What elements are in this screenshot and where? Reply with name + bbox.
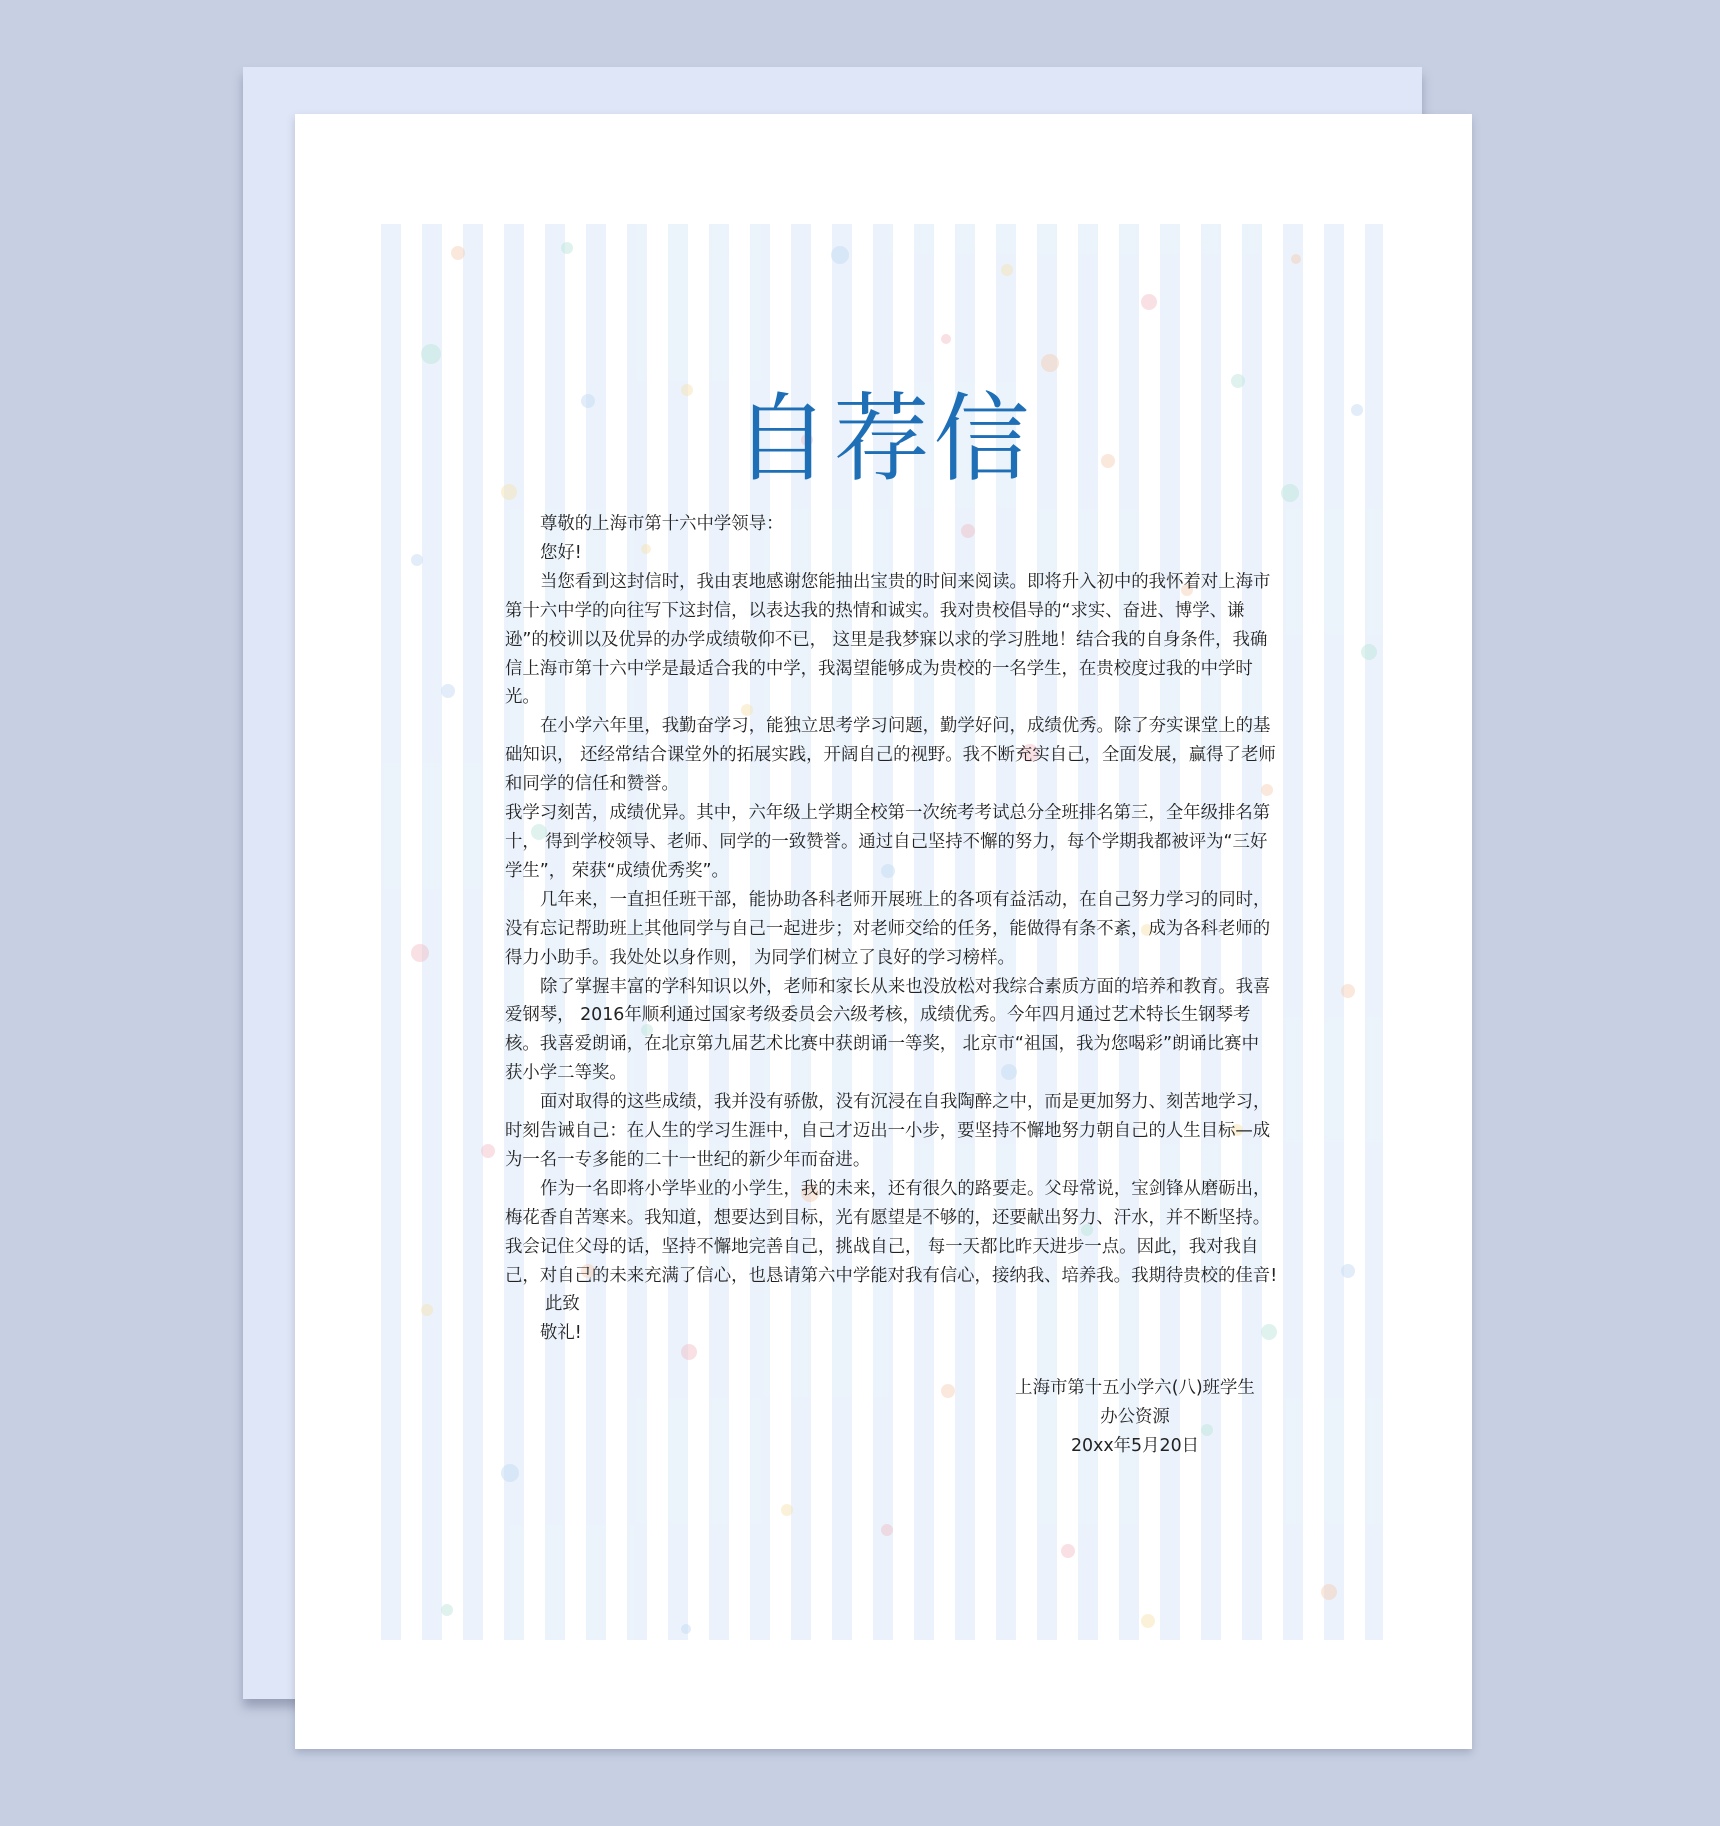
confetti-dot	[481, 1144, 495, 1158]
confetti-dot	[1141, 1614, 1155, 1628]
letter-line: 我会记住父母的话，坚持不懈地完善自己，挑战自己， 每一天都比昨天进步一点。因此，我对我自	[505, 1236, 1259, 1257]
letter-line: 信上海市第十六中学是最适合我的中学，我渴望能够成为贵校的一名学生，在贵校度过我的中学时	[505, 658, 1253, 679]
letter-line: 几年来，一直担任班干部，能协助各科老师开展班上的各项有益活动，在自己努力学习的同时，	[540, 889, 1271, 910]
letter-line: 我学习刻苦，成绩优异。其中，六年级上学期全校第一次统考考试总分全班排名第三，全年级排名第	[505, 803, 1271, 824]
letter-page	[295, 114, 1472, 1749]
signature-name: 上海市第十五小学六(八)班学生	[1015, 1378, 1255, 1398]
letter-line: 光。	[505, 687, 540, 708]
letter-line: 学生”， 荣获“成绩优秀奖”。	[505, 860, 729, 881]
confetti-dot	[451, 246, 465, 260]
letter-title: 自荐信	[733, 383, 1034, 495]
letter-line: 面对取得的这些成绩，我并没有骄傲，没有沉浸在自我陶醉之中，而是更加努力、刻苦地学习，	[540, 1092, 1271, 1113]
confetti-dot	[781, 1504, 793, 1516]
letter-line: 在小学六年里，我勤奋学习，能独立思考学习问题，勤学好问，成绩优秀。除了夯实课堂上的基	[540, 716, 1271, 737]
confetti-dot	[941, 334, 951, 344]
confetti-dot	[1261, 784, 1273, 796]
greeting: 您好!	[540, 542, 582, 563]
letter-line: 为一名一专多能的二十一世纪的新少年而奋进。	[505, 1149, 871, 1170]
confetti-dot	[881, 1524, 893, 1536]
letter-line: 爱钢琴， 2016年顺利通过国家考级委员会六级考核，成绩优秀。今年四月通过艺术特长生钢琴考	[505, 1005, 1251, 1026]
confetti-dot	[1341, 984, 1355, 998]
letter-line: 第十六中学的向往写下这封信，以表达我的热情和诚实。我对贵校倡导的“求实、奋进、博学、谦	[505, 600, 1245, 621]
letter-line: 梅花香自苦寒来。我知道，想要达到目标，光有愿望是不够的，还要献出努力、汗水，并不断坚持。	[505, 1207, 1271, 1228]
confetti-dot	[421, 1304, 433, 1316]
confetti-dot	[681, 1624, 691, 1634]
confetti-dot	[1261, 1324, 1277, 1340]
confetti-dot	[411, 944, 429, 962]
letter-line: 没有忘记帮助班上其他同学与自己一起进步；对老师交给的任务，能做得有条不紊，成为各科老师的	[505, 918, 1271, 939]
closing-line-2: 敬礼!	[540, 1323, 582, 1344]
letter-line: 十， 得到学校领导、老师、同学的一致赞誉。通过自己坚持不懈的努力，每个学期我都被评为“三好	[505, 831, 1268, 852]
confetti-dot	[1041, 354, 1059, 372]
letter-line: 作为一名即将小学毕业的小学生，我的未来，还有很久的路要走。父母常说，宝剑锋从磨砺出，	[540, 1178, 1271, 1199]
confetti-dot	[1321, 1584, 1337, 1600]
confetti-dot	[1361, 644, 1377, 660]
confetti-dot	[831, 246, 849, 264]
letter-line: 时刻告诫自己：在人生的学习生涯中，自己才迈出一小步，要坚持不懈地努力朝自己的人生目标—成	[505, 1121, 1271, 1142]
confetti-dot	[1341, 1264, 1355, 1278]
letter-body	[505, 510, 1278, 1348]
confetti-dot	[1141, 294, 1157, 310]
letter-line: 当您看到这封信时，我由衷地感谢您能抽出宝贵的时间来阅读。即将升入初中的我怀着对上海市	[540, 571, 1271, 592]
confetti-dot	[1291, 254, 1301, 264]
letter-line: 础知识， 还经常结合课堂外的拓展实践，开阔自己的视野。我不断充实自己，全面发展，赢得了老师	[505, 745, 1276, 766]
salutation: 尊敬的上海市第十六中学领导：	[540, 514, 784, 534]
confetti-dot	[501, 1464, 519, 1482]
confetti-dot	[561, 242, 573, 254]
letter-paragraphs	[505, 568, 1278, 1291]
confetti-dot	[941, 1384, 955, 1398]
confetti-dot	[1061, 1544, 1075, 1558]
letter-line: 己，对自己的未来充满了信心，也恳请第六中学能对我有信心，接纳我、培养我。我期待贵校的佳音!	[505, 1265, 1278, 1286]
letter-line: 除了掌握丰富的学科知识以外，老师和家长从来也没放松对我综合素质方面的培养和教育。我喜	[540, 976, 1271, 997]
letter-line: 获小学二等奖。	[505, 1063, 627, 1084]
letter-line: 和同学的信任和赞誉。	[505, 774, 679, 795]
confetti-dot	[441, 1604, 453, 1616]
signature-date: 20xx年5月20日	[1070, 1436, 1200, 1456]
signature-org: 办公资源	[1100, 1407, 1170, 1427]
confetti-dot	[1001, 264, 1013, 276]
confetti-dot	[421, 344, 441, 364]
signature-block	[995, 1374, 1275, 1461]
letter-line: 得力小助手。我处处以身作则， 为同学们树立了良好的学习榜样。	[505, 947, 1015, 968]
letter-line: 核。我喜爱朗诵，在北京第九届艺术比赛中获朗诵一等奖， 北京市“祖国，我为您喝彩”朗诵比赛中	[505, 1034, 1259, 1055]
closing-line-1: 此致	[545, 1294, 580, 1315]
letter-line: 逊”的校训以及优异的办学成绩敬仰不已， 这里是我梦寐以求的学习胜地！结合我的自身条件，我确	[505, 629, 1268, 650]
confetti-dot	[411, 554, 423, 566]
confetti-dot	[441, 684, 455, 698]
